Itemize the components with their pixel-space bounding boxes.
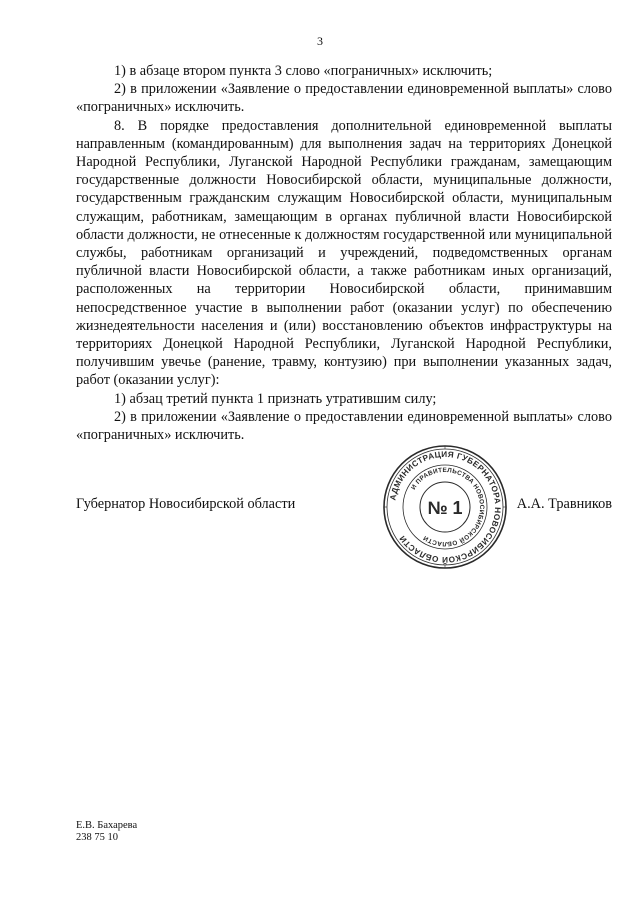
document-footer bbox=[76, 820, 137, 844]
page-number: 3 bbox=[317, 34, 323, 48]
official-seal-stamp bbox=[382, 444, 508, 570]
executor-phone: 238 75 10 bbox=[76, 832, 118, 843]
paragraph-2: 2) в приложении «Заявление о предоставлении единовременной выплаты» слово «пограничных» исключить. bbox=[76, 81, 612, 116]
signatory-name: А.А. Травников bbox=[516, 496, 612, 512]
document-body bbox=[76, 62, 612, 444]
seal-inner-text: И ПРАВИТЕЛЬСТВА НОВОСИБИРСКОЙ ОБЛАСТИ bbox=[410, 466, 486, 548]
paragraph-1: 1) в абзаце втором пункта 3 слово «пограничных» исключить; bbox=[114, 63, 493, 79]
seal-outer-text: АДМИНИСТРАЦИЯ ГУБЕРНАТОРА НОВОСИБИРСКОЙ ОБЛАСТИ bbox=[388, 449, 503, 565]
signatory-title: Губернатор Новосибирской области bbox=[76, 496, 296, 512]
paragraph-4: 1) абзац третий пункта 1 признать утратившим силу; bbox=[114, 390, 437, 407]
paragraph-3: 8. В порядке предоставления дополнительной единовременной выплаты направленным (командированным) для выполнения задач на территориях Донецкой Народной Республики, Луганской Народной Республики гражданам, замещающим государственные должности Новосибирской области, муниципальные должности, государственным гражданским служащим Новосибирской области, муниципальным служащим, работникам, замещающим в органах публичной власти Новосибирской области должности, не отнесенные к должностям государственной или муниципальной службы, работникам организаций и учреждений, подведомственных органам публичной власти Новосибирской области, а также работникам иных организаций, расположенных на территории Новосибирской области, принимавшим непосредственное участие в выполнении работ (оказании услуг) по обеспечению жизнедеятельности населения и (или) восстановлению объектов инфраструктуры на территориях Донецкой Народной Республики, Луганской Народной Республики, получившим увечье (ранение, травму, контузию) при выполнении указанных задач, работ (оказании услуг): bbox=[76, 117, 612, 389]
paragraph-5: 2) в приложении «Заявление о предоставлении единовременной выплаты» слово «пограничных» исключить. bbox=[76, 408, 612, 444]
executor-name: Е.В. Бахарева bbox=[76, 820, 138, 831]
seal-number: № 1 bbox=[427, 498, 463, 518]
